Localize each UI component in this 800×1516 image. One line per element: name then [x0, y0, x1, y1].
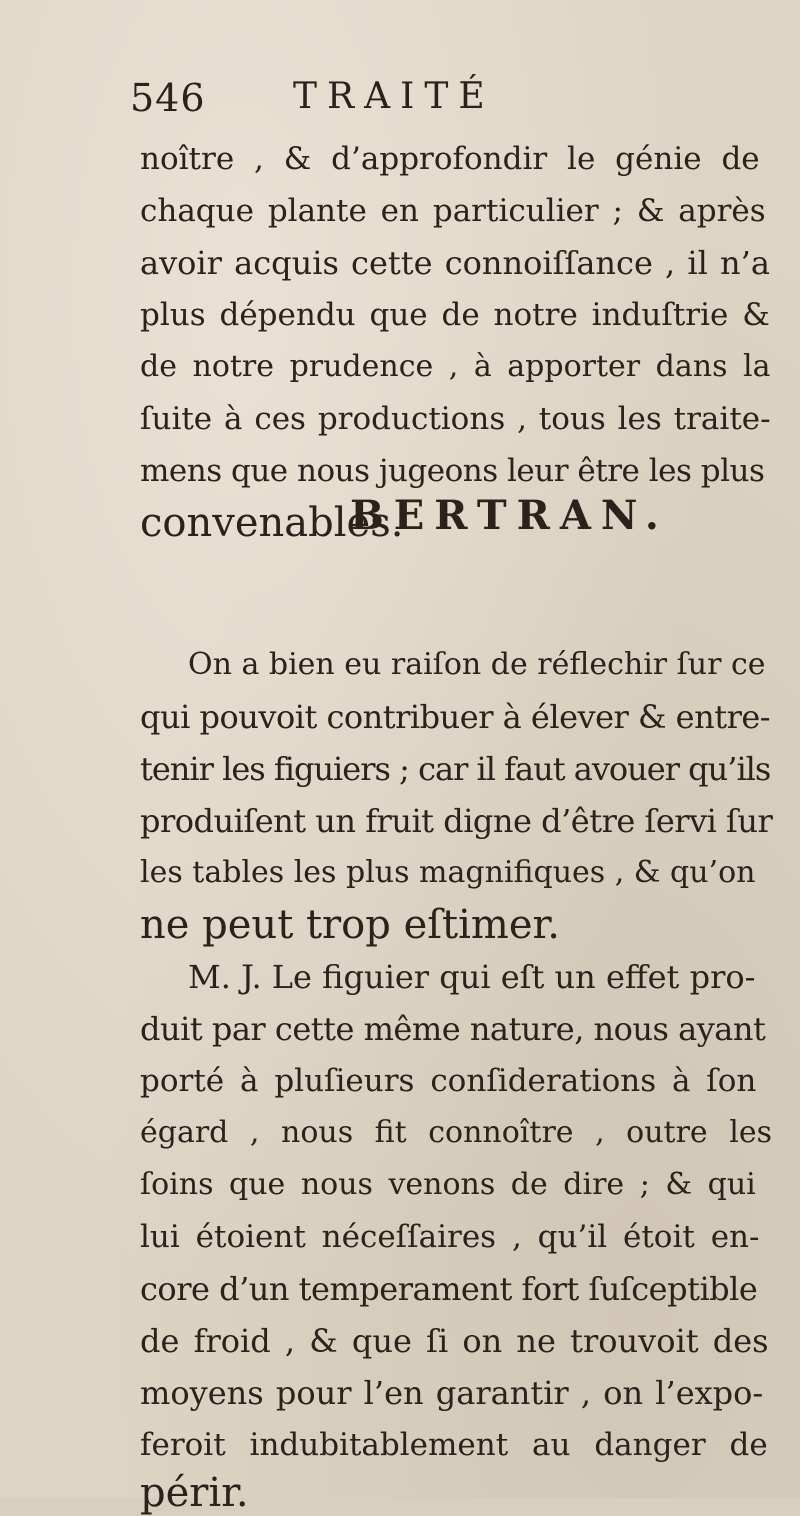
text-line: produiſent un fruit digne d’être ſervi ſur [140, 802, 773, 840]
section-heading: BERTRAN. [350, 492, 669, 539]
text-line: moyens pour l’en garantir , on l’expo- [140, 1374, 764, 1412]
text-line: core d’un temperament fort ſuſceptible [140, 1270, 758, 1308]
text-line: M. J. Le figuier qui eſt un effet pro- [188, 958, 756, 996]
text-line: qui pouvoit contribuer à élever & entre- [140, 698, 771, 736]
text-line: avoir acquis cette connoiſſance , il n’a [140, 244, 770, 282]
text-line: lui étoient néceſſaires , qu’il étoit en- [140, 1219, 760, 1255]
page-header [0, 76, 800, 126]
text-line: feroit indubitablement au danger de [140, 1427, 768, 1463]
text-line: les tables les plus magnifiques , & qu’on [140, 855, 756, 890]
text-line: de notre prudence , à apporter dans la [140, 349, 771, 384]
text-line: périr. [140, 1470, 249, 1516]
text-line: convenables. [140, 500, 404, 546]
text-line: plus dépendu que de notre induſtrie & [140, 297, 770, 333]
text-line: de froid , & que ſi on ne trouvoit des [140, 1322, 769, 1360]
text-line: On a bien eu raiſon de réflechir ſur ce [188, 647, 766, 682]
text-line: mens que nous jugeons leur être les plus [140, 453, 765, 489]
text-line: tenir les figuiers ; car il faut avouer qu’ils [140, 750, 771, 788]
text-line: égard , nous fit connoître , outre les [140, 1115, 772, 1150]
text-line: ne peut trop eſtimer. [140, 902, 560, 948]
text-line: porté à pluſieurs conſiderations à ſon [140, 1063, 757, 1099]
page-number: 546 [130, 76, 206, 120]
text-line: duit par cette même nature, nous ayant [140, 1010, 766, 1048]
text-line: ſuite à ces productions , tous les traite- [140, 401, 771, 437]
text-line: chaque plante en particulier ; & après [140, 193, 766, 229]
text-line: ſoins que nous venons de dire ; & qui [140, 1167, 756, 1202]
running-head: TRAITÉ [293, 76, 495, 117]
text-line: noître , & d’approfondir le génie de [140, 141, 760, 177]
